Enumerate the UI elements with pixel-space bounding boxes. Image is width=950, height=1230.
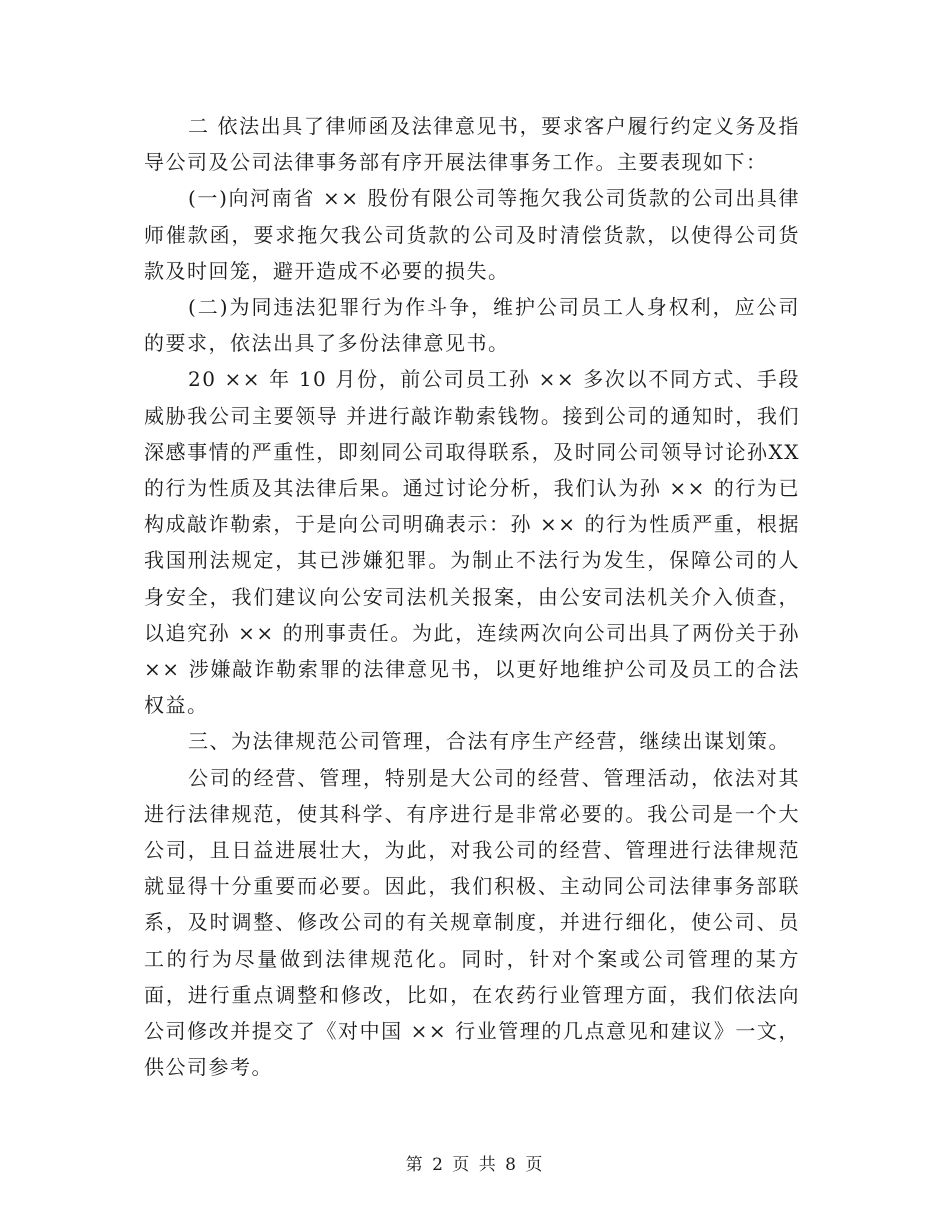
paragraph-management-detail: 公司的经营、管理，特别是大公司的经营、管理活动，依法对其进行法律规范，使其科学、有序进行是非常必要的。我公司是一个大公司，且日益进展壮大，为此，对我公司的经营、管理进行法律规范就显得十分重要而必要。因此，我们积极、主动同公司法律事务部联系，及时调整、修改公司的有关规章制度，并进行细化，使公司、员工的行为尽量做到法律规范化。同时，针对个案或公司管理的某方面，进行重点调整和修改，比如，在农药行业管理方面，我们依法向公司修改并提交了《对中国 ×× 行业管理的几点意见和建议》一文，供公司参考。 bbox=[144, 765, 800, 1080]
paragraph-section-two-heading: 二 依法出具了律师函及法律意见书，要求客户履行约定义务及指导公司及公司法律事务部有序开展法律事务工作。主要表现如下： bbox=[144, 114, 800, 175]
paragraph-case-detail: 20 ×× 年 10 月份，前公司员工孙 ×× 多次以不同方式、手段威胁我公司主要领导 并进行敲诈勒索钱物。接到公司的通知时，我们深感事情的严重性，即刻同公司取得联系，及时同公司领导讨论孙XX的行为性质及其法律后果。通过讨论分析，我们认为孙 ×× 的行为已构成敲诈勒索，于是向公司明确表示：孙 ×× 的行为性质严重，根据我国刑法规定，其已涉嫌犯罪。为制止不法行为发生，保障公司的人身安全，我们建议向公安司法机关报案，由公安司法机关介入侦查，以追究孙 ×× 的刑事责任。为此，连续两次向公司出具了两份关于孙 ×× 涉嫌敲诈勒索罪的法律意见书，以更好地维护公司及员工的合法权益。 bbox=[144, 367, 808, 718]
document-body bbox=[144, 108, 808, 1085]
paragraph-section-three-heading: 三、为法律规范公司管理，合法有序生产经营，继续出谋划策。 bbox=[188, 729, 790, 754]
paragraph-item-one: (一)向河南省 ×× 股份有限公司等拖欠我公司货款的公司出具律师催款函，要求拖欠我公司货款的公司及时清偿货款，以使得公司货款及时回笼，避开造成不必要的损失。 bbox=[144, 186, 800, 283]
paragraph-item-two: (二)为同违法犯罪行为作斗争，维护公司员工人身权利，应公司的要求，依法出具了多份法律意见书。 bbox=[144, 295, 800, 356]
page-number-footer: 第 2 页 共 8 页 bbox=[405, 1155, 545, 1175]
